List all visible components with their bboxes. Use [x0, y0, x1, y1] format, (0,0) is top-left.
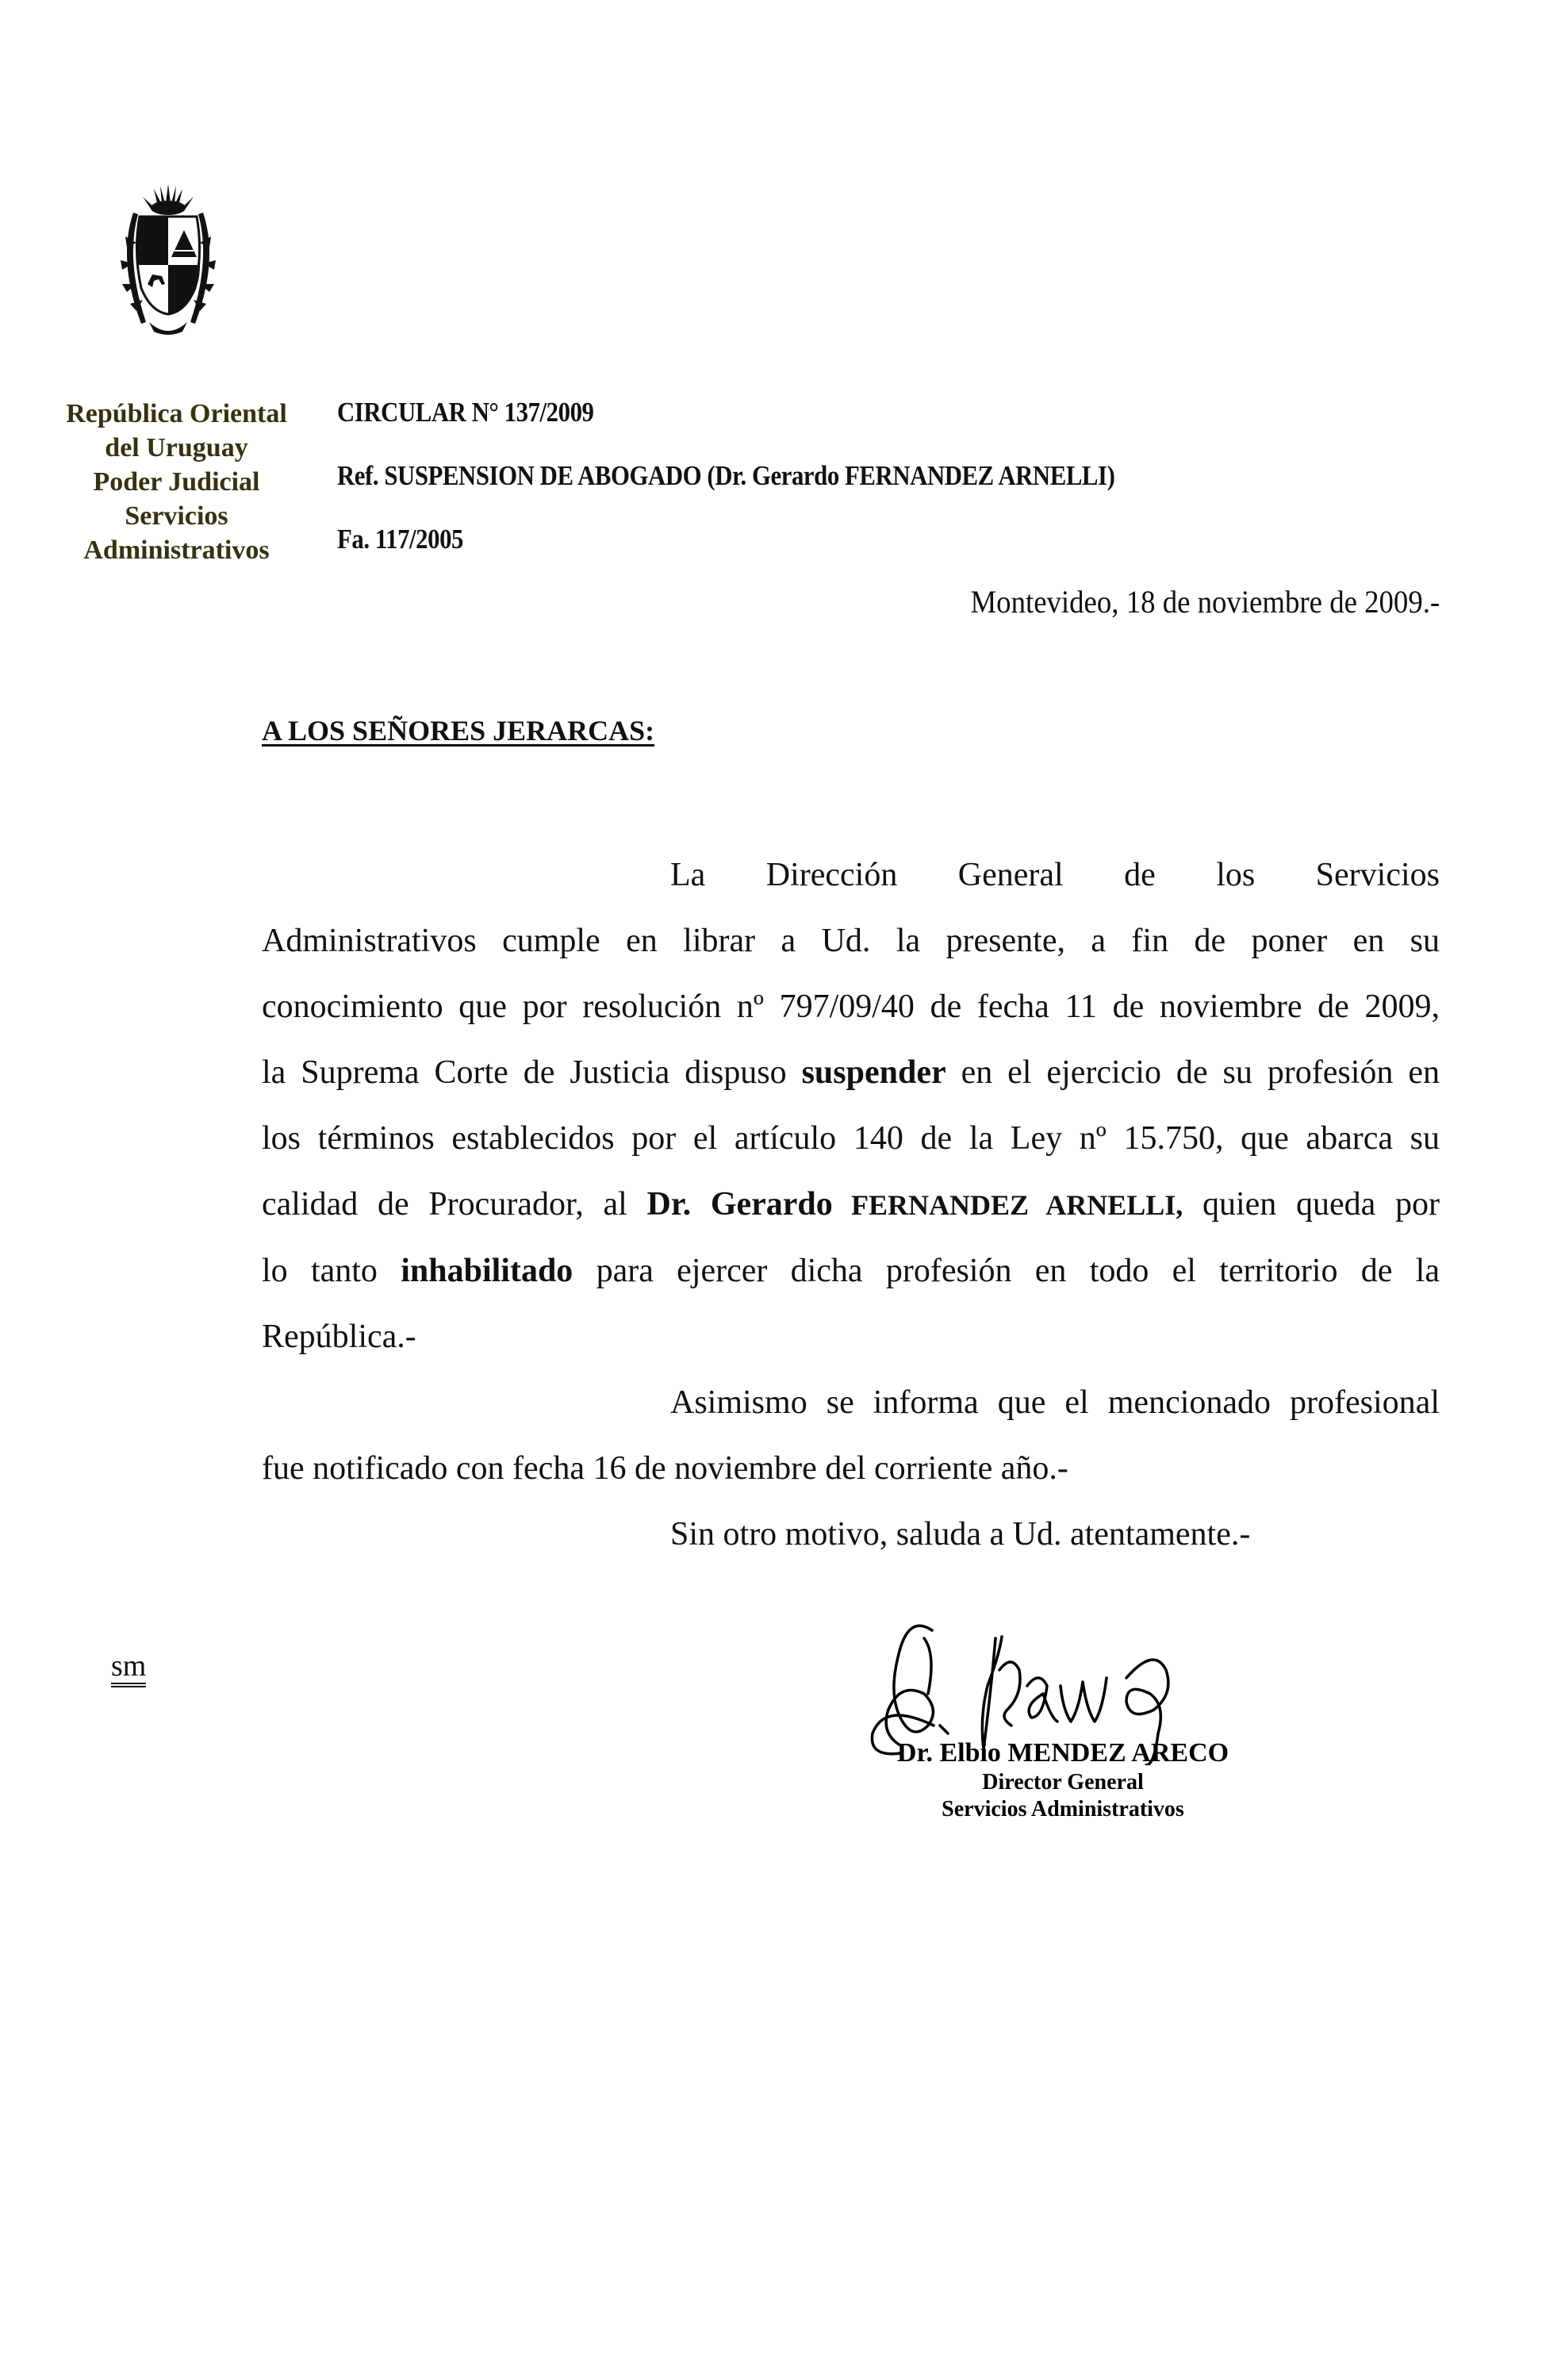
body-line [262, 1172, 1440, 1238]
body-line: los términos establecidos por el artículo 140 de la Ley nº 15.750, que abarca su [262, 1120, 1440, 1157]
institution-block [48, 397, 305, 567]
file-number: Fa. 117/2005 [337, 524, 464, 555]
body-line: República.- [262, 1319, 416, 1355]
circular-number: CIRCULAR N° 137/2009 [337, 397, 594, 428]
body-line: Sin otro motivo, saluda a Ud. atentamente.- [670, 1516, 1251, 1553]
place-and-date: Montevideo, 18 de noviembre de 2009.- [970, 584, 1440, 620]
letter-body [262, 843, 1440, 1568]
signatory-department: Servicios Administrativos [942, 1797, 1184, 1821]
body-text: quien queda por [1183, 1186, 1440, 1223]
emphasis-doctor-name: Dr. Gerardo [646, 1186, 833, 1223]
signature-block [853, 1606, 1265, 1833]
body-line: fue notificado con fecha 16 de noviembre del corriente año.- [262, 1450, 1068, 1487]
body-line [262, 1040, 1440, 1106]
emphasis-surname: FERNANDEZ ARNELLI, [832, 1189, 1183, 1221]
paragraph-3 [262, 1502, 1440, 1568]
salutation: A LOS SEÑORES JERARCAS: [262, 715, 655, 747]
signatory-title: Director General [982, 1770, 1144, 1795]
paragraph-1 [262, 843, 1440, 1370]
body-text: en el ejercicio de su profesión en [946, 1054, 1440, 1091]
reference-line: Ref. SUSPENSION DE ABOGADO (Dr. Gerardo FERNANDEZ ARNELLI) [337, 460, 1115, 491]
signatory-details [892, 1737, 1233, 1823]
emphasis-suspender: suspender [801, 1054, 946, 1091]
institution-line-administrative: Administrativos [83, 536, 270, 565]
body-text: lo tanto [262, 1253, 401, 1289]
body-line: Administrativos cumple en librar a Ud. la presente, a fin de poner en su [262, 923, 1440, 959]
body-text: calidad de Procurador, al [262, 1186, 647, 1223]
body-line: conocimiento que por resolución nº 797/09/40 de fecha 11 de noviembre de 2009, [262, 988, 1440, 1025]
institution-line-judicial: Poder Judicial [93, 467, 260, 497]
body-text: la Suprema Corte de Justicia dispuso [262, 1054, 802, 1091]
body-line: La Dirección General de los Servicios [670, 857, 1440, 893]
signatory-name: Dr. Elbio MENDEZ ARECO [896, 1738, 1229, 1768]
coat-of-arms-emblem [109, 181, 227, 340]
institution-line-country-2: del Uruguay [105, 433, 248, 463]
typist-initials: sm [111, 1650, 146, 1687]
institution-line-services: Servicios [125, 501, 228, 531]
institution-line-country: República Oriental [66, 399, 287, 428]
body-line [262, 1238, 1440, 1304]
emphasis-inhabilitado: inhabilitado [401, 1253, 573, 1289]
body-line: Asimismo se informa que el mencionado profesional [670, 1384, 1440, 1421]
shield [136, 217, 200, 314]
paragraph-2 [262, 1370, 1440, 1502]
body-text: para ejercer dicha profesión en todo el territorio de la [573, 1253, 1440, 1289]
